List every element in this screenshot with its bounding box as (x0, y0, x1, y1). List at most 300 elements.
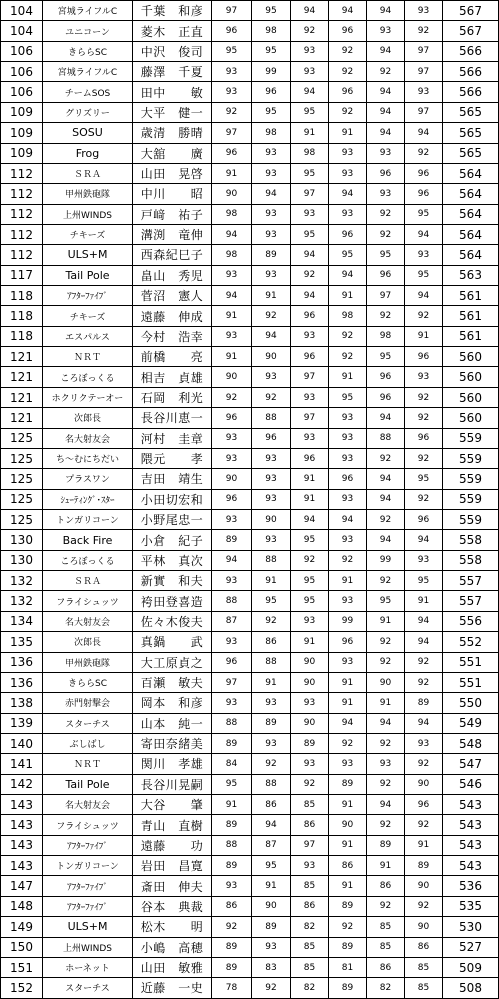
series-6-score: 96 (405, 347, 443, 367)
series-4-score: 92 (329, 550, 367, 570)
series-2-score: 93 (252, 163, 291, 183)
series-5-score: 82 (367, 978, 405, 998)
series-2-score: 93 (252, 469, 291, 489)
shooter-name-cell: 菱木 正直 (133, 21, 212, 41)
team-cell: Tail Pole (43, 265, 133, 285)
team-cell: SOSU (43, 123, 133, 143)
series-2-score: 93 (252, 204, 291, 224)
series-3-score: 91 (291, 632, 329, 652)
series-1-score: 98 (212, 245, 252, 265)
series-1-score: 93 (212, 428, 252, 448)
series-6-score: 92 (405, 21, 443, 41)
series-2-score: 92 (252, 978, 291, 998)
series-6-score: 92 (405, 896, 443, 916)
series-6-score: 94 (405, 224, 443, 244)
table-row (1, 672, 499, 692)
shooter-name-cell: 袴田登喜造 (133, 591, 212, 611)
series-5-score: 85 (367, 917, 405, 937)
total-score: 563 (443, 265, 499, 285)
total-score: 543 (443, 815, 499, 835)
shooter-name-cell: 菅沼 憲人 (133, 286, 212, 306)
series-5-score: 96 (367, 387, 405, 407)
team-cell: Tail Pole (43, 774, 133, 794)
series-5-score: 92 (367, 652, 405, 672)
series-2-score: 98 (252, 123, 291, 143)
series-4-score: 92 (329, 62, 367, 82)
series-1-score: 90 (212, 184, 252, 204)
team-cell: ころぼっくる (43, 550, 133, 570)
series-5-score: 95 (367, 245, 405, 265)
series-6-score: 92 (405, 652, 443, 672)
series-3-score: 93 (291, 62, 329, 82)
team-cell: 赤門射撃会 (43, 693, 133, 713)
series-1-score: 93 (212, 632, 252, 652)
total-score: 557 (443, 591, 499, 611)
table-row (1, 387, 499, 407)
series-5-score: 92 (367, 448, 405, 468)
rank-cell: 142 (1, 774, 43, 794)
shooter-name-cell: 遠藤 伸成 (133, 306, 212, 326)
shooter-name-cell: 小嶋 高穂 (133, 937, 212, 957)
team-cell: ｱﾌﾀｰﾌｧｲﾌﾞ (43, 835, 133, 855)
series-4-score: 93 (329, 163, 367, 183)
series-2-score: 98 (252, 21, 291, 41)
series-2-score: 90 (252, 347, 291, 367)
total-score: 560 (443, 387, 499, 407)
total-score: 559 (443, 428, 499, 448)
rank-cell: 109 (1, 143, 43, 163)
series-5-score: 92 (367, 815, 405, 835)
series-1-score: 86 (212, 896, 252, 916)
series-4-score: 93 (329, 448, 367, 468)
total-score: 559 (443, 509, 499, 529)
total-score: 564 (443, 245, 499, 265)
series-5-score: 93 (367, 143, 405, 163)
rank-cell: 112 (1, 163, 43, 183)
series-1-score: 89 (212, 530, 252, 550)
rank-cell: 135 (1, 632, 43, 652)
series-3-score: 93 (291, 611, 329, 631)
series-5-score: 97 (367, 286, 405, 306)
series-2-score: 93 (252, 937, 291, 957)
series-3-score: 95 (291, 591, 329, 611)
series-2-score: 96 (252, 428, 291, 448)
series-1-score: 89 (212, 937, 252, 957)
shooter-name-cell: 山本 純一 (133, 713, 212, 733)
shooter-name-cell: 関川 孝雄 (133, 754, 212, 774)
series-6-score: 95 (405, 204, 443, 224)
series-6-score: 93 (405, 550, 443, 570)
rank-cell: 143 (1, 856, 43, 876)
shooter-name-cell: 相吉 貞雄 (133, 367, 212, 387)
total-score: 561 (443, 306, 499, 326)
series-2-score: 93 (252, 693, 291, 713)
series-6-score: 89 (405, 693, 443, 713)
series-1-score: 94 (212, 550, 252, 570)
series-1-score: 93 (212, 448, 252, 468)
rank-cell: 106 (1, 41, 43, 61)
team-cell: グリズリー (43, 102, 133, 122)
series-3-score: 94 (291, 82, 329, 102)
series-6-score: 96 (405, 163, 443, 183)
rank-cell: 139 (1, 713, 43, 733)
table-row (1, 428, 499, 448)
series-2-score: 95 (252, 41, 291, 61)
team-cell: 宮城ライフルC (43, 62, 133, 82)
rank-cell: 148 (1, 896, 43, 916)
series-4-score: 96 (329, 82, 367, 102)
shooter-name-cell: 真鍋 武 (133, 632, 212, 652)
team-cell: 名大射友会 (43, 795, 133, 815)
series-2-score: 94 (252, 326, 291, 346)
series-3-score: 93 (291, 387, 329, 407)
series-1-score: 92 (212, 102, 252, 122)
series-6-score: 92 (405, 387, 443, 407)
series-4-score: 86 (329, 856, 367, 876)
series-6-score: 94 (405, 530, 443, 550)
series-3-score: 97 (291, 184, 329, 204)
series-6-score: 95 (405, 571, 443, 591)
series-4-score: 91 (329, 835, 367, 855)
total-score: 535 (443, 896, 499, 916)
series-2-score: 99 (252, 62, 291, 82)
team-cell: ＳＲＡ (43, 163, 133, 183)
shooter-name-cell: 西森紀巳子 (133, 245, 212, 265)
table-row (1, 347, 499, 367)
series-4-score: 91 (329, 286, 367, 306)
series-1-score: 96 (212, 143, 252, 163)
team-cell: ころぼっくる (43, 367, 133, 387)
series-6-score: 94 (405, 611, 443, 631)
total-score: 543 (443, 795, 499, 815)
series-6-score: 91 (405, 326, 443, 346)
series-5-score: 92 (367, 774, 405, 794)
team-cell: ＮＲＴ (43, 347, 133, 367)
table-row (1, 102, 499, 122)
series-2-score: 92 (252, 611, 291, 631)
series-6-score: 92 (405, 306, 443, 326)
shooter-name-cell: 岩田 昌寛 (133, 856, 212, 876)
shooter-name-cell: 溝渕 竜伸 (133, 224, 212, 244)
series-4-score: 93 (329, 530, 367, 550)
series-2-score: 91 (252, 672, 291, 692)
series-4-score: 93 (329, 428, 367, 448)
series-3-score: 90 (291, 672, 329, 692)
series-6-score: 85 (405, 978, 443, 998)
series-4-score: 93 (329, 489, 367, 509)
shooter-name-cell: 吉田 靖生 (133, 469, 212, 489)
series-1-score: 92 (212, 917, 252, 937)
series-3-score: 93 (291, 693, 329, 713)
total-score: 543 (443, 856, 499, 876)
shooter-name-cell: 百瀬 敏夫 (133, 672, 212, 692)
shooter-name-cell: 大舘 廣 (133, 143, 212, 163)
total-score: 550 (443, 693, 499, 713)
series-1-score: 88 (212, 835, 252, 855)
rank-cell: 125 (1, 448, 43, 468)
team-cell: ホーネット (43, 957, 133, 977)
total-score: 559 (443, 469, 499, 489)
rank-cell: 134 (1, 611, 43, 631)
series-6-score: 85 (405, 957, 443, 977)
series-3-score: 97 (291, 835, 329, 855)
series-5-score: 92 (367, 896, 405, 916)
rank-cell: 118 (1, 286, 43, 306)
series-1-score: 90 (212, 469, 252, 489)
series-5-score: 92 (367, 632, 405, 652)
team-cell: きららSC (43, 672, 133, 692)
table-row (1, 774, 499, 794)
series-3-score: 91 (291, 489, 329, 509)
series-5-score: 94 (367, 530, 405, 550)
series-3-score: 95 (291, 571, 329, 591)
series-6-score: 96 (405, 184, 443, 204)
total-score: 566 (443, 41, 499, 61)
series-4-score: 96 (329, 469, 367, 489)
total-score: 561 (443, 286, 499, 306)
table-row (1, 733, 499, 753)
shooter-name-cell: 松木 明 (133, 917, 212, 937)
series-1-score: 89 (212, 733, 252, 753)
rank-cell: 130 (1, 550, 43, 570)
total-score: 548 (443, 733, 499, 753)
total-score: 552 (443, 632, 499, 652)
series-4-score: 89 (329, 896, 367, 916)
series-5-score: 94 (367, 82, 405, 102)
total-score: 566 (443, 82, 499, 102)
series-2-score: 96 (252, 82, 291, 102)
series-5-score: 95 (367, 591, 405, 611)
series-1-score: 84 (212, 754, 252, 774)
series-3-score: 95 (291, 163, 329, 183)
series-1-score: 96 (212, 489, 252, 509)
series-6-score: 94 (405, 632, 443, 652)
series-4-score: 94 (329, 509, 367, 529)
series-4-score: 96 (329, 224, 367, 244)
series-5-score: 95 (367, 347, 405, 367)
team-cell: チキーズ (43, 224, 133, 244)
series-1-score: 97 (212, 672, 252, 692)
series-5-score: 96 (367, 367, 405, 387)
series-5-score: 94 (367, 469, 405, 489)
series-4-score: 93 (329, 652, 367, 672)
team-cell: スターチス (43, 713, 133, 733)
table-row (1, 652, 499, 672)
series-5-score: 94 (367, 489, 405, 509)
rank-cell: 112 (1, 245, 43, 265)
team-cell: フライシュッツ (43, 815, 133, 835)
series-4-score: 91 (329, 123, 367, 143)
team-cell: 上州WINDS (43, 204, 133, 224)
series-6-score: 93 (405, 82, 443, 102)
team-cell: ULS+M (43, 917, 133, 937)
series-6-score: 92 (405, 448, 443, 468)
series-3-score: 94 (291, 245, 329, 265)
series-4-score: 92 (329, 41, 367, 61)
series-3-score: 97 (291, 408, 329, 428)
shooter-name-cell: 遠藤 功 (133, 835, 212, 855)
shooter-name-cell: 谷本 典裁 (133, 896, 212, 916)
series-1-score: 94 (212, 224, 252, 244)
shooter-name-cell: 前橋 亮 (133, 347, 212, 367)
total-score: 556 (443, 611, 499, 631)
shooter-name-cell: 藤澤 千夏 (133, 62, 212, 82)
total-score: 561 (443, 326, 499, 346)
total-score: 564 (443, 204, 499, 224)
series-2-score: 90 (252, 896, 291, 916)
table-row (1, 632, 499, 652)
series-4-score: 95 (329, 387, 367, 407)
series-6-score: 93 (405, 733, 443, 753)
shooter-name-cell: 新實 和夫 (133, 571, 212, 591)
series-5-score: 91 (367, 856, 405, 876)
series-5-score: 92 (367, 306, 405, 326)
series-6-score: 90 (405, 917, 443, 937)
rank-cell: 143 (1, 835, 43, 855)
series-2-score: 94 (252, 815, 291, 835)
series-3-score: 94 (291, 1, 329, 21)
series-1-score: 93 (212, 693, 252, 713)
total-score: 508 (443, 978, 499, 998)
series-4-score: 98 (329, 306, 367, 326)
rank-cell: 106 (1, 62, 43, 82)
team-cell: 名大射友会 (43, 428, 133, 448)
rank-cell: 130 (1, 530, 43, 550)
series-6-score: 92 (405, 408, 443, 428)
total-score: 530 (443, 917, 499, 937)
table-row (1, 550, 499, 570)
series-3-score: 95 (291, 102, 329, 122)
series-1-score: 95 (212, 41, 252, 61)
series-3-score: 90 (291, 713, 329, 733)
series-3-score: 94 (291, 286, 329, 306)
series-4-score: 94 (329, 265, 367, 285)
shooter-name-cell: 山田 敏雅 (133, 957, 212, 977)
series-2-score: 87 (252, 835, 291, 855)
team-cell: チームSOS (43, 82, 133, 102)
series-1-score: 95 (212, 774, 252, 794)
rank-cell: 125 (1, 469, 43, 489)
table-row (1, 876, 499, 896)
table-row (1, 286, 499, 306)
team-cell: 甲州鉄砲隊 (43, 184, 133, 204)
shooter-name-cell: 河村 圭章 (133, 428, 212, 448)
series-5-score: 91 (367, 611, 405, 631)
rank-cell: 141 (1, 754, 43, 774)
rank-cell: 121 (1, 387, 43, 407)
total-score: 566 (443, 62, 499, 82)
total-score: 558 (443, 550, 499, 570)
series-4-score: 93 (329, 204, 367, 224)
series-6-score: 91 (405, 835, 443, 855)
table-row (1, 306, 499, 326)
series-1-score: 97 (212, 1, 252, 21)
team-cell: ｱﾌﾀｰﾌｧｲﾌﾞ (43, 286, 133, 306)
series-3-score: 95 (291, 224, 329, 244)
total-score: 536 (443, 876, 499, 896)
series-1-score: 91 (212, 306, 252, 326)
total-score: 558 (443, 530, 499, 550)
series-3-score: 86 (291, 815, 329, 835)
series-6-score: 95 (405, 469, 443, 489)
series-4-score: 94 (329, 713, 367, 733)
series-2-score: 93 (252, 448, 291, 468)
series-3-score: 98 (291, 143, 329, 163)
team-cell: 名大射友会 (43, 611, 133, 631)
series-6-score: 94 (405, 713, 443, 733)
series-1-score: 91 (212, 163, 252, 183)
series-1-score: 93 (212, 509, 252, 529)
series-1-score: 87 (212, 611, 252, 631)
series-2-score: 92 (252, 306, 291, 326)
series-4-score: 94 (329, 1, 367, 21)
series-2-score: 93 (252, 367, 291, 387)
rank-cell: 121 (1, 408, 43, 428)
rank-cell: 117 (1, 265, 43, 285)
series-3-score: 92 (291, 774, 329, 794)
series-1-score: 96 (212, 21, 252, 41)
table-row (1, 1, 499, 21)
table-row (1, 713, 499, 733)
shooter-name-cell: 近藤 一史 (133, 978, 212, 998)
series-1-score: 88 (212, 713, 252, 733)
series-3-score: 97 (291, 367, 329, 387)
series-1-score: 93 (212, 82, 252, 102)
series-2-score: 88 (252, 550, 291, 570)
series-5-score: 94 (367, 1, 405, 21)
series-6-score: 86 (405, 937, 443, 957)
shooter-name-cell: 戸﨑 祐子 (133, 204, 212, 224)
series-1-score: 89 (212, 957, 252, 977)
series-2-score: 93 (252, 733, 291, 753)
series-5-score: 89 (367, 835, 405, 855)
table-row (1, 469, 499, 489)
table-row (1, 62, 499, 82)
series-2-score: 95 (252, 102, 291, 122)
shooter-name-cell: 大工原貞之 (133, 652, 212, 672)
team-cell: ホクリクテーオー (43, 387, 133, 407)
team-cell: 宮城ライフルC (43, 1, 133, 21)
series-5-score: 96 (367, 163, 405, 183)
total-score: 546 (443, 774, 499, 794)
rank-cell: 143 (1, 795, 43, 815)
table-row (1, 835, 499, 855)
rank-cell: 147 (1, 876, 43, 896)
shooter-name-cell: 大谷 肇 (133, 795, 212, 815)
series-6-score: 90 (405, 774, 443, 794)
series-2-score: 91 (252, 286, 291, 306)
series-6-score: 89 (405, 856, 443, 876)
series-2-score: 91 (252, 876, 291, 896)
team-cell: ユニコーン (43, 21, 133, 41)
series-3-score: 92 (291, 550, 329, 570)
series-4-score: 92 (329, 733, 367, 753)
series-3-score: 93 (291, 41, 329, 61)
team-cell: ｼｭｰﾃｨﾝｸﾞ･ｽﾀｰ (43, 489, 133, 509)
series-6-score: 96 (405, 428, 443, 448)
series-4-score: 91 (329, 876, 367, 896)
series-5-score: 99 (367, 550, 405, 570)
series-2-score: 89 (252, 917, 291, 937)
table-row (1, 143, 499, 163)
series-5-score: 94 (367, 408, 405, 428)
total-score: 509 (443, 957, 499, 977)
series-2-score: 89 (252, 713, 291, 733)
series-6-score: 96 (405, 795, 443, 815)
series-6-score: 93 (405, 367, 443, 387)
shooter-name-cell: 佐々木俊夫 (133, 611, 212, 631)
series-4-score: 92 (329, 347, 367, 367)
